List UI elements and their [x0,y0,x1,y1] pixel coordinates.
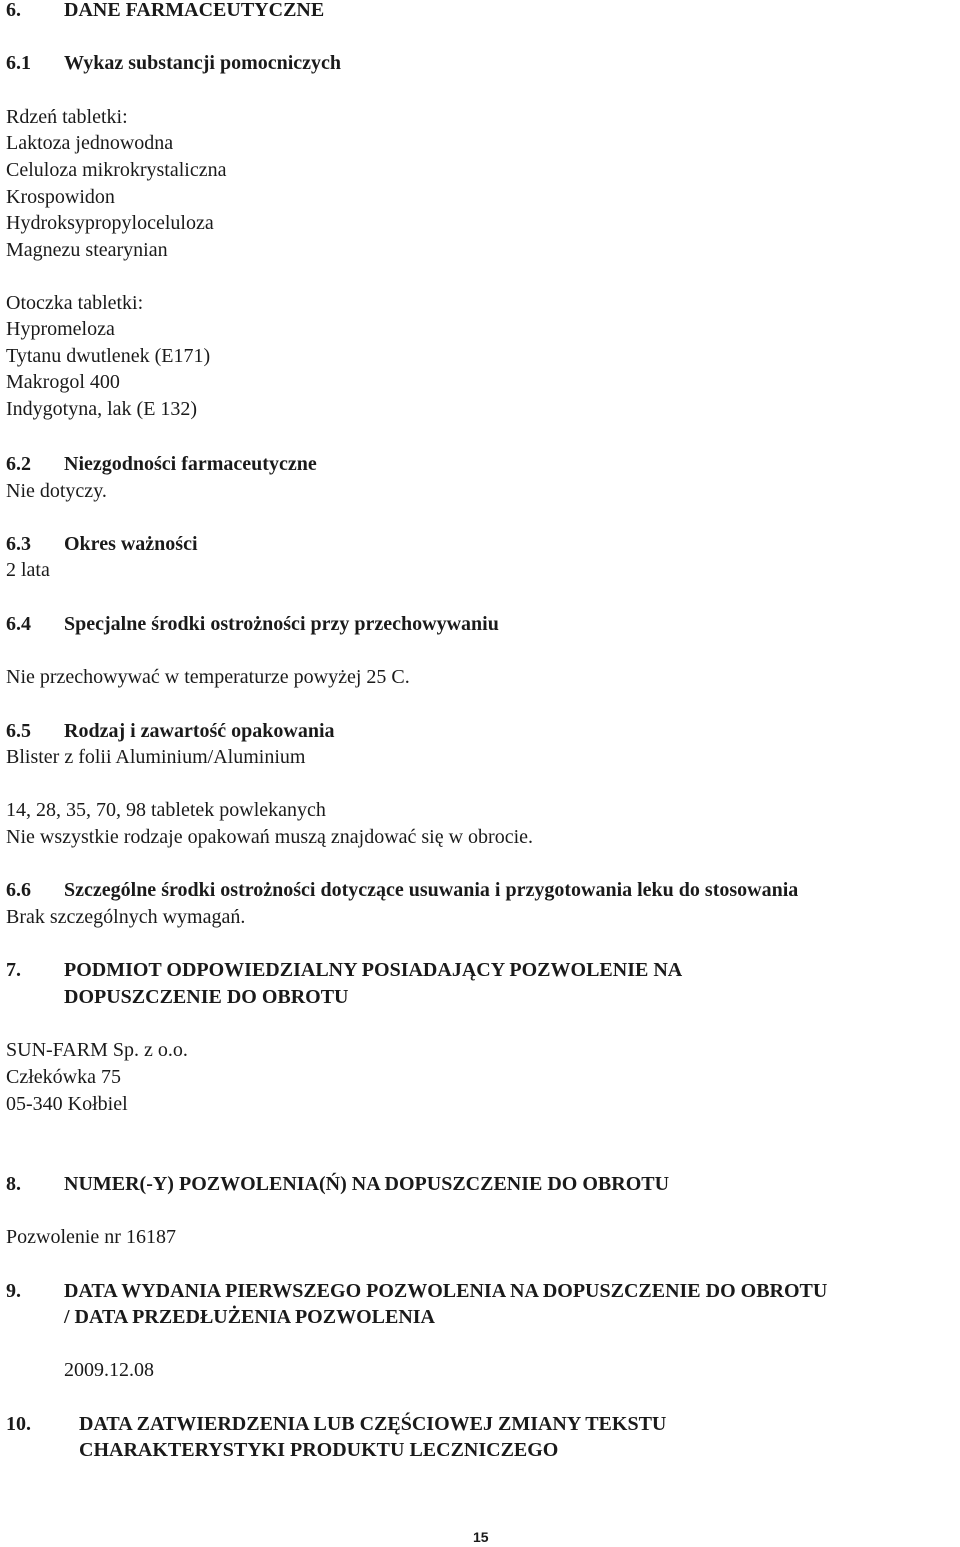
list-item: Celuloza mikrokrystaliczna [6,159,227,181]
section-6-5-text-2: 14, 28, 35, 70, 98 tabletek powlekanych [6,799,326,821]
section-6-4-heading [6,611,499,637]
section-title: DANE FARMACEUTYCZNE [64,0,325,21]
list-item: Hypromeloza [6,318,115,340]
section-number: 6.3 [6,533,31,555]
section-6-3-text: 2 lata [6,559,50,581]
section-9-heading-line-2: / DATA PRZEDŁUŻENIA POZWOLENIA [64,1306,435,1328]
section-title: NUMER(-Y) POZWOLENIA(Ń) NA DOPUSZCZENIE DO OBROTU [64,1173,670,1195]
section-6-3-heading [6,531,198,557]
section-6-1-heading [6,50,341,76]
section-title: Specjalne środki ostrożności przy przechowywaniu [64,613,499,635]
section-9-heading [6,1278,827,1304]
section-6-2-text: Nie dotyczy. [6,480,107,502]
section-6-5-heading [6,718,335,744]
core-heading: Rdzeń tabletki: [6,106,128,128]
page-number: 15 [473,1529,489,1545]
section-8-text: Pozwolenie nr 16187 [6,1226,176,1248]
section-title: DATA WYDANIA PIERWSZEGO POZWOLENIA NA DOPUSZCZENIE DO OBROTU [64,1280,828,1302]
section-title: Szczególne środki ostrożności dotyczące usuwania i przygotowania leku do stosowania [64,879,799,901]
section-title: Niezgodności farmaceutyczne [64,453,317,475]
list-item: Magnezu stearynian [6,239,168,261]
section-title: Okres ważności [64,533,198,555]
section-title: Rodzaj i zawartość opakowania [64,720,335,742]
list-item: Hydroksypropyloceluloza [6,212,214,234]
section-number: 7. [6,959,21,981]
section-number: 6.2 [6,453,31,475]
section-6-5-text-3: Nie wszystkie rodzaje opakowań muszą znajdować się w obrocie. [6,826,534,848]
section-6-2-heading [6,451,317,477]
section-10-heading [6,1411,666,1437]
section-title: Wykaz substancji pomocniczych [64,52,342,74]
section-7-heading-line-2: DOPUSZCZENIE DO OBROTU [64,986,349,1008]
list-item: Laktoza jednowodna [6,132,174,154]
list-item: Krospowidon [6,186,115,208]
section-number: 6.5 [6,720,31,742]
section-number: 9. [6,1280,21,1302]
address-line: 05-340 Kołbiel [6,1093,128,1115]
section-number: 8. [6,1173,21,1195]
section-title: PODMIOT ODPOWIEDZIALNY POSIADAJĄCY POZWOLENIE NA [64,959,683,981]
section-number: 6.6 [6,879,31,901]
coat-heading: Otoczka tabletki: [6,292,144,314]
section-6-4-text: Nie przechowywać w temperaturze powyżej 25 C. [6,666,410,688]
section-6-5-text-1: Blister z folii Aluminium/Aluminium [6,746,306,768]
section-number: 6.1 [6,52,31,74]
section-number: 6. [6,0,21,21]
section-6-heading [6,0,324,23]
list-item: Tytanu dwutlenek (E171) [6,345,211,367]
section-8-heading [6,1171,669,1197]
address-line: Człekówka 75 [6,1066,121,1088]
section-number: 10. [6,1413,31,1435]
section-7-heading [6,957,682,983]
section-6-6-text: Brak szczególnych wymagań. [6,906,246,928]
address-line: SUN-FARM Sp. z o.o. [6,1039,188,1061]
list-item: Indygotyna, lak (E 132) [6,398,198,420]
section-title: DATA ZATWIERDZENIA LUB CZĘŚCIOWEJ ZMIANY TEKSTU [79,1413,667,1435]
list-item: Makrogol 400 [6,371,120,393]
section-9-date: 2009.12.08 [64,1359,154,1381]
section-6-6-heading [6,877,798,903]
section-10-heading-line-2: CHARAKTERYSTYKI PRODUKTU LECZNICZEGO [79,1439,559,1461]
section-number: 6.4 [6,613,31,635]
